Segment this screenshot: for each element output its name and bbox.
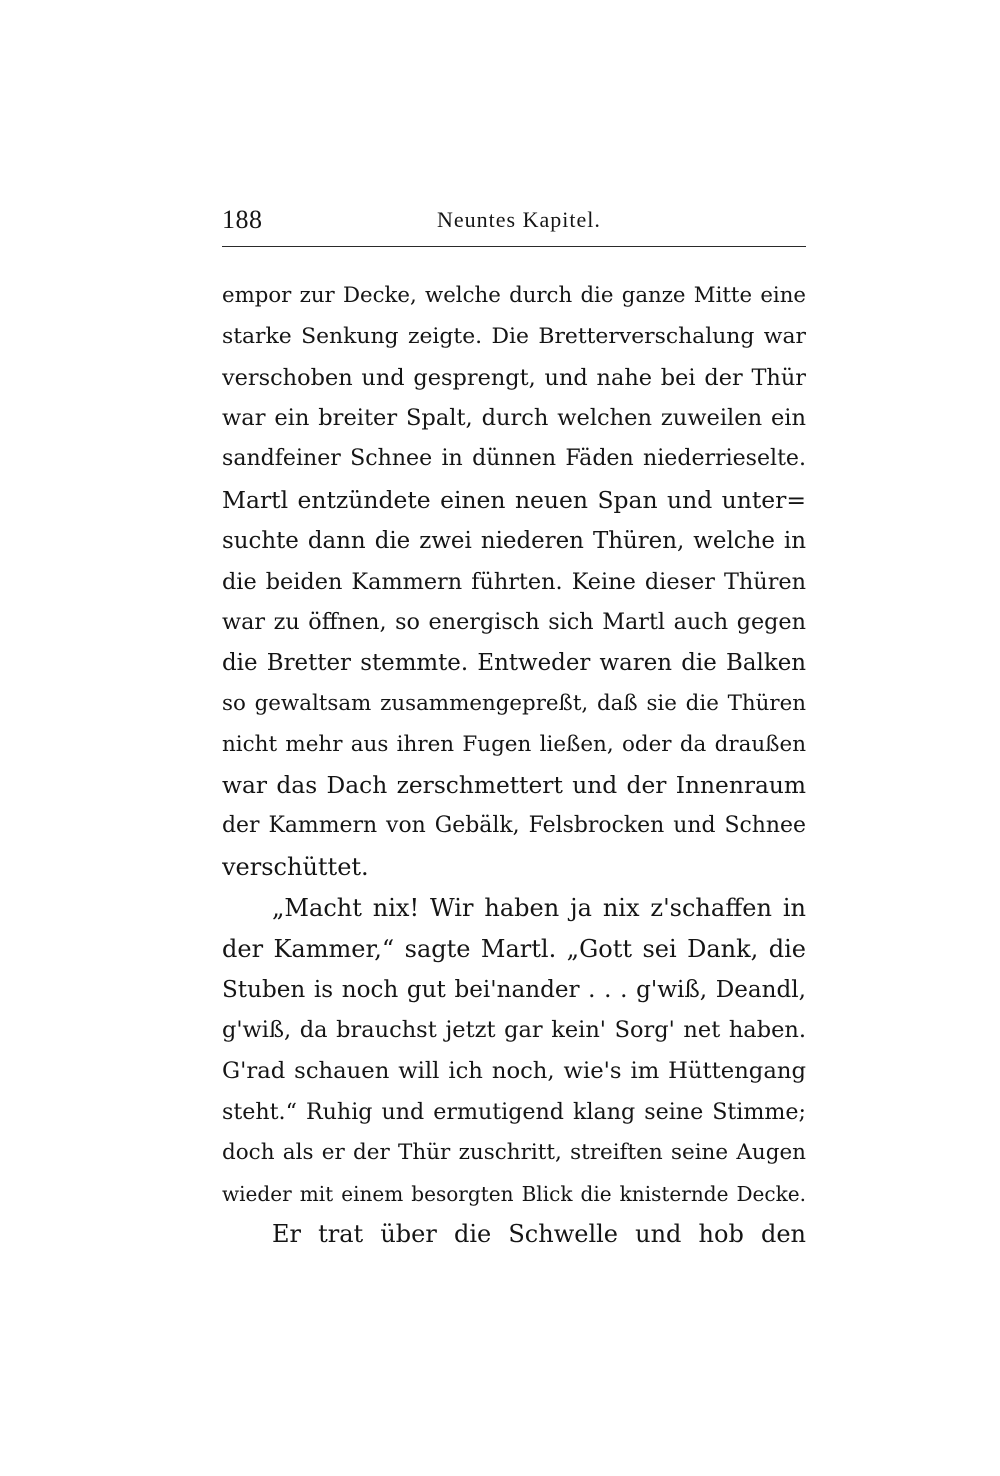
text-line: sandfeiner Schnee in dünnen Fäden niederrieselte. (222, 446, 806, 472)
text-line: „Macht nix! Wir haben ja nix z'schaffen in (272, 893, 806, 922)
body-text (222, 276, 806, 1255)
text-line: die Bretter stemmte. Entweder waren die Balken (222, 650, 806, 677)
text-line: war das Dach zerschmettert und der Innenraum (222, 771, 806, 799)
paragraph (222, 1214, 806, 1255)
text-line: der Kammern von Gebälk, Felsbrocken und Schnee (222, 813, 806, 839)
text-line: verschoben und gesprengt, und nahe bei der Thür (222, 364, 806, 391)
text-line: so gewaltsam zusammengepreßt, daß sie die Thüren (222, 690, 806, 716)
text-line: nicht mehr aus ihren Fugen ließen, oder da draußen (222, 731, 806, 757)
text-line: starke Senkung zeigte. Die Bretterverschalung war (222, 323, 806, 349)
text-line: G'rad schauen will ich noch, wie's im Hüttengang (222, 1058, 806, 1085)
text-line: wieder mit einem besorgten Blick die knisternde Decke. (222, 1181, 806, 1206)
paragraph (222, 888, 806, 1214)
running-head: Neuntes Kapitel. (437, 207, 601, 232)
paragraph (222, 276, 806, 888)
text-line: verschüttet. (222, 853, 369, 882)
text-line: Stuben is noch gut bei'nander . . . g'wiß, Deandl, (222, 976, 806, 1003)
page-number: 188 (222, 205, 263, 234)
text-line: die beiden Kammern führten. Keine dieser Thüren (222, 568, 806, 595)
text-line: der Kammer,“ sagte Martl. „Gott sei Dank, die (222, 934, 806, 963)
text-line: war ein breiter Spalt, durch welchen zuweilen ein (222, 405, 806, 432)
text-line: war zu öffnen, so energisch sich Martl auch gegen (222, 609, 806, 636)
text-line: Er trat über die Schwelle und hob den (272, 1220, 806, 1249)
header-rule (222, 246, 806, 247)
text-line: g'wiß, da brauchst jetzt gar kein' Sorg' net haben. (222, 1017, 806, 1044)
text-line: suchte dann die zwei niederen Thüren, welche in (222, 527, 806, 554)
text-line: steht.“ Ruhig und ermutigend klang seine Stimme; (222, 1098, 806, 1125)
text-line: Martl entzündete einen neuen Span und unter= (222, 485, 806, 514)
page-header (222, 203, 806, 237)
text-line: empor zur Decke, welche durch die ganze Mitte eine (222, 283, 806, 308)
text-line: doch als er der Thür zuschritt, streiften seine Augen (222, 1139, 806, 1165)
